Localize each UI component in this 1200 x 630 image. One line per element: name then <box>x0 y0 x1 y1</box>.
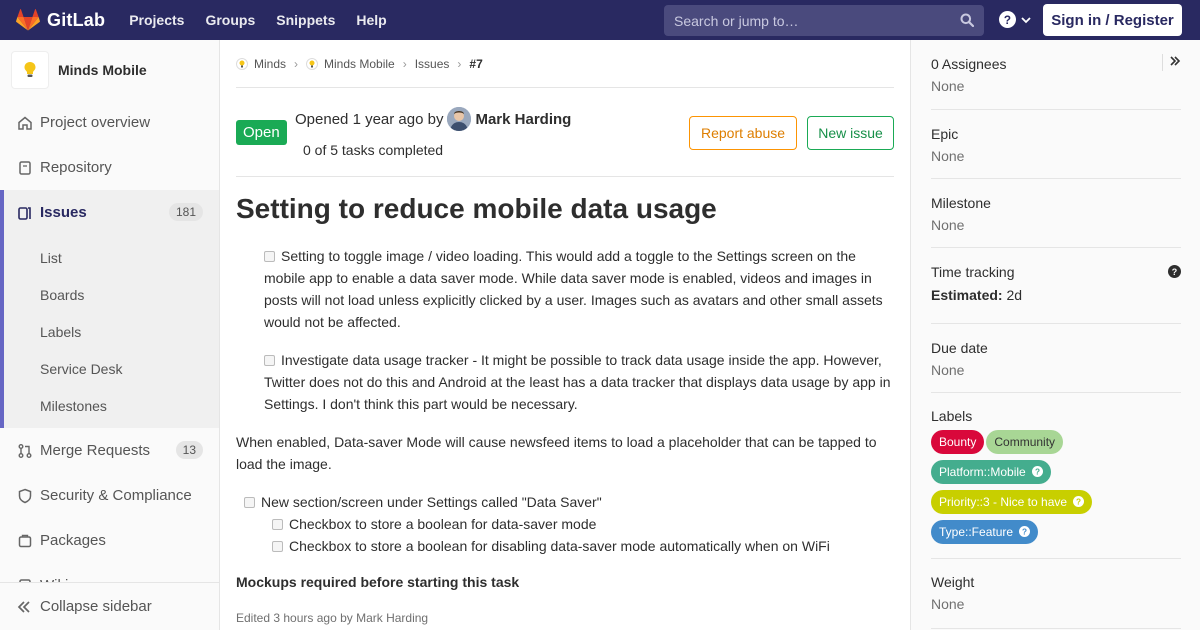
task-checkbox[interactable] <box>244 497 255 508</box>
sidebar-item-label: Issues <box>40 204 87 221</box>
lightbulb-icon <box>306 58 318 70</box>
due-date-block[interactable] <box>931 324 1181 393</box>
project-sidebar <box>0 40 220 630</box>
opened-by: by <box>427 110 444 128</box>
task-checkbox[interactable] <box>264 355 275 366</box>
issue-title: Setting to reduce mobile data usage <box>236 193 717 224</box>
project-name: Minds Mobile <box>58 62 147 78</box>
sidebar-item-label: Packages <box>40 532 106 549</box>
due-date-value: None <box>931 362 965 378</box>
issue-description <box>236 245 894 629</box>
sidebar-item-project-overview[interactable] <box>0 100 219 145</box>
labels-list <box>931 430 1181 550</box>
gitlab-logo[interactable] <box>16 0 105 40</box>
top-navbar <box>0 0 1200 40</box>
nav-groups[interactable]: Groups <box>205 12 256 28</box>
mockups-note: Mockups required before starting this task <box>236 574 520 590</box>
project-header[interactable] <box>0 40 219 100</box>
sidebar-item-repository[interactable] <box>0 145 219 190</box>
search-input[interactable] <box>664 5 984 36</box>
epic-value: None <box>931 148 965 164</box>
svg-text:?: ? <box>1171 266 1178 277</box>
issues-count-badge: 181 <box>169 203 203 221</box>
due-date-title: Due date <box>931 340 988 356</box>
question-circle-icon <box>1032 466 1043 477</box>
sidebar-subitem-list[interactable]: List <box>40 249 62 266</box>
task-checkbox[interactable] <box>272 541 283 552</box>
task-item <box>236 349 894 415</box>
labels-title: Labels <box>931 408 973 424</box>
time-tracking-title: Time tracking <box>931 264 1015 280</box>
label-community[interactable]: Community <box>986 430 1063 454</box>
weight-title: Weight <box>931 574 975 590</box>
double-chevron-left-icon <box>16 600 32 614</box>
sidebar-toggle-button[interactable] <box>1162 54 1181 71</box>
task-item <box>236 491 894 513</box>
task-item <box>236 535 894 557</box>
author-link[interactable]: Mark Harding <box>475 110 572 128</box>
lightbulb-icon <box>236 58 248 70</box>
sidebar-subitem-milestones[interactable]: Milestones <box>40 397 107 414</box>
assignees-block <box>931 40 1181 110</box>
weight-block[interactable] <box>931 559 1181 629</box>
estimated-row <box>931 287 1181 303</box>
breadcrumb-minds[interactable] <box>236 57 286 71</box>
package-icon <box>16 532 34 550</box>
task-list <box>236 491 894 557</box>
question-circle-icon <box>999 11 1016 28</box>
breadcrumb-label: Minds Mobile <box>324 56 395 71</box>
sidebar-subitem-service-desk[interactable]: Service Desk <box>40 360 123 377</box>
sidebar-item-merge-requests[interactable] <box>0 428 219 473</box>
labels-block <box>931 393 1181 559</box>
help-dropdown[interactable] <box>999 11 1032 28</box>
issue-main <box>236 40 894 629</box>
sidebar-item-label: Repository <box>40 159 112 176</box>
nav-projects[interactable]: Projects <box>129 12 185 28</box>
epic-block[interactable] <box>931 110 1181 179</box>
task-text: Setting to toggle image / video loading. This would add a toggle to the Settings screen on the mobile app to enable a data saver mode. While data saver mode is enabled, videos and images in posts will not load unless explicitly clicked by a user. Images such as avatars and other small assets would not be affected. <box>264 248 883 330</box>
task-text: New section/screen under Settings called "Data Saver" <box>261 494 602 510</box>
sidebar-subitem-labels[interactable]: Labels <box>40 323 82 340</box>
svg-text:?: ? <box>1034 467 1040 477</box>
sidebar-item-issues[interactable] <box>0 190 219 235</box>
breadcrumb-issues[interactable]: Issues <box>414 56 450 71</box>
lightbulb-icon <box>22 61 38 79</box>
breadcrumb <box>236 40 894 88</box>
chevron-right-icon: › <box>457 56 462 71</box>
weight-value: None <box>931 596 965 612</box>
question-circle-icon[interactable] <box>1168 265 1181 281</box>
issue-header <box>236 88 894 177</box>
chevron-down-icon <box>1020 15 1032 25</box>
merge-request-icon <box>16 442 34 460</box>
sidebar-item-label: Merge Requests <box>40 442 151 459</box>
issues-submenu <box>0 235 219 428</box>
sidebar-item-label: Project overview <box>40 114 151 131</box>
status-badge: Open <box>236 120 287 145</box>
task-item <box>236 513 894 535</box>
doc-icon <box>16 159 34 177</box>
report-abuse-button[interactable]: Report abuse <box>689 116 797 150</box>
search-placeholder: Search or jump to… <box>674 12 799 29</box>
sidebar-item-security[interactable] <box>0 473 219 518</box>
collapse-sidebar-button[interactable] <box>0 582 219 630</box>
chevron-right-icon: › <box>294 56 299 71</box>
issue-right-sidebar <box>910 40 1200 630</box>
edited-info: Edited 3 hours ago by Mark Harding <box>236 611 429 625</box>
milestone-block[interactable] <box>931 179 1181 248</box>
breadcrumb-label: Minds <box>254 56 287 71</box>
epic-title: Epic <box>931 126 959 142</box>
breadcrumb-issue-number[interactable]: #7 <box>469 56 483 71</box>
svg-text:?: ? <box>1022 527 1028 537</box>
home-icon <box>16 114 34 132</box>
sidebar-subitem-boards[interactable]: Boards <box>40 286 85 303</box>
search-icon <box>960 13 974 27</box>
opened-label: Opened <box>295 110 349 128</box>
estimated-label: Estimated: <box>931 287 1003 303</box>
avatar[interactable] <box>447 107 471 131</box>
svg-text:?: ? <box>1003 13 1012 27</box>
task-item <box>236 245 894 333</box>
assignees-title: 0 Assignees <box>931 56 1007 72</box>
tasks-completed-status: 0 of 5 tasks completed <box>303 142 444 158</box>
task-checkbox[interactable] <box>264 251 275 262</box>
nav-snippets[interactable]: Snippets <box>276 12 336 28</box>
milestone-value: None <box>931 217 965 233</box>
issue-opened-info <box>295 107 571 131</box>
new-issue-button[interactable]: New issue <box>807 116 894 150</box>
gitlab-wordmark: GitLab <box>47 9 106 30</box>
opened-time: 1 year ago <box>352 110 424 128</box>
label-type-feature[interactable]: Type::Feature ? <box>931 520 1038 544</box>
sidebar-item-packages[interactable] <box>0 518 219 563</box>
double-chevron-right-icon <box>1169 54 1181 68</box>
breadcrumb-minds-mobile[interactable] <box>306 57 395 71</box>
task-text: Checkbox to store a boolean for data-saver mode <box>289 516 597 532</box>
sign-in-button[interactable]: Sign in / Register <box>1043 4 1182 36</box>
label-priority[interactable]: Priority::3 - Nice to have ? <box>931 490 1092 514</box>
milestone-title: Milestone <box>931 195 991 211</box>
nav-help[interactable]: Help <box>356 12 387 28</box>
gitlab-tanuki-icon <box>16 9 40 31</box>
collapse-sidebar-label: Collapse sidebar <box>40 598 152 615</box>
assignees-value: None <box>931 78 965 94</box>
merge-requests-count-badge: 13 <box>176 441 203 459</box>
svg-text:?: ? <box>1076 497 1082 507</box>
chevron-right-icon: › <box>402 56 407 71</box>
shield-icon <box>16 487 34 505</box>
label-platform-mobile[interactable]: Platform::Mobile ? <box>931 460 1051 484</box>
task-text: Checkbox to store a boolean for disabling data-saver mode automatically when on WiFi <box>289 538 830 554</box>
project-avatar <box>11 51 49 89</box>
time-tracking-block <box>931 248 1181 324</box>
question-circle-icon <box>1019 526 1030 537</box>
task-text: Investigate data usage tracker - It might be possible to track data usage inside the app. However, Twitter does not do this and Android at the least has a data tracker that displays data usage by app in Settings. I don't think this part would be necessary. <box>264 352 891 412</box>
main-nav <box>129 12 408 28</box>
issues-icon <box>16 204 34 222</box>
label-bounty[interactable]: Bounty <box>931 430 984 454</box>
description-paragraph: When enabled, Data-saver Mode will cause newsfeed items to load a placeholder that can be tapped to load the image. <box>236 434 877 472</box>
task-checkbox[interactable] <box>272 519 283 530</box>
question-circle-icon <box>1073 496 1084 507</box>
estimated-value: 2d <box>1006 287 1023 303</box>
sidebar-item-label: Security & Compliance <box>40 487 192 504</box>
